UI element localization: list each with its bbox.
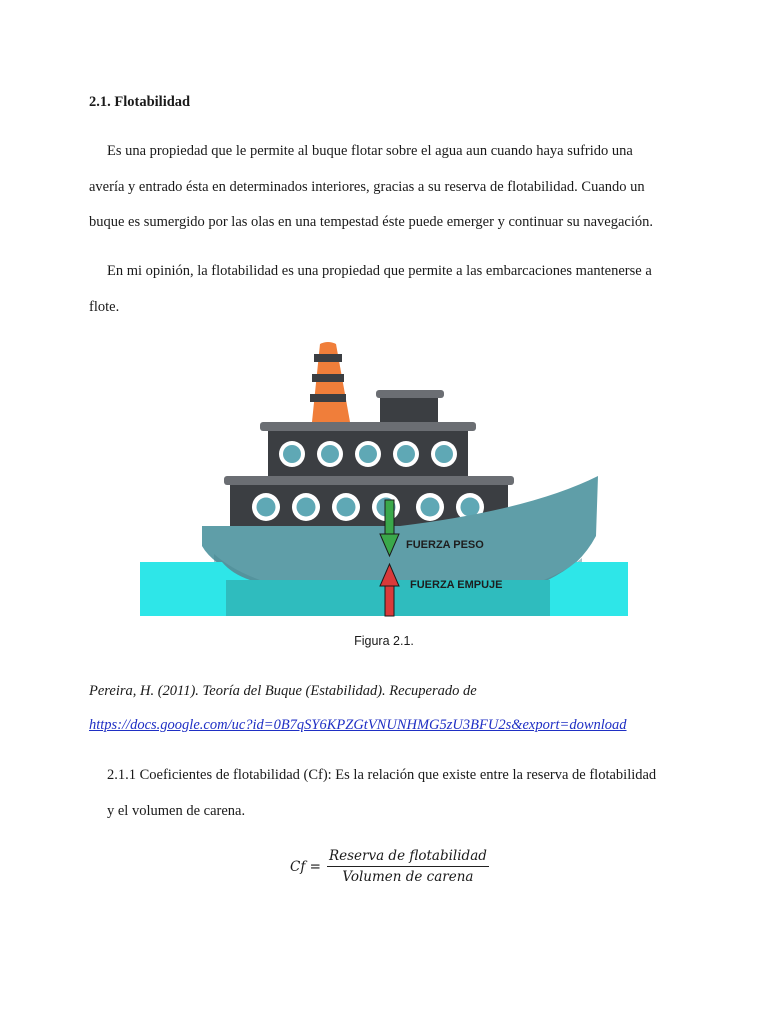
citation-link[interactable]: https://docs.google.com/uc?id=0B7qSY6KPZGtVNUNHMG5zU3BFU2s&export=download <box>89 717 627 733</box>
ship-buoyancy-figure <box>140 340 630 620</box>
figure-caption: Figura 2.1. <box>354 634 414 648</box>
paragraph-1-line-3: buque es sumergido por las olas en una tempestad éste puede emerger y continuar su navegación. <box>89 214 653 230</box>
upper-deck-roof <box>260 422 476 431</box>
lower-deck-roof <box>224 476 514 485</box>
buoyancy-force-label: FUERZA EMPUJE <box>410 579 503 591</box>
section-heading: 2.1. Flotabilidad <box>89 94 191 110</box>
formula-denominator: Volumen de carena <box>342 869 474 885</box>
formula-fraction <box>327 848 489 885</box>
paragraph-2-line-1: En mi opinión, la flotabilidad es una propiedad que permite a las embarcaciones mantenerse a <box>107 263 652 279</box>
formula-numerator: Reserva de flotabilidad <box>327 848 489 867</box>
flotation-coefficient-formula <box>290 848 489 885</box>
subsection-line-1: 2.1.1 Coeficientes de flotabilidad (Cf): Es la relación que existe entre la reserva de flotabilidad <box>107 767 657 783</box>
subsection-line-2: y el volumen de carena. <box>107 803 246 819</box>
paragraph-1-line-2: avería y entrado ésta en determinados interiores, gracias a su reserva de flotabilidad. Cuando un <box>89 179 645 195</box>
weight-force-label: FUERZA PESO <box>406 539 484 551</box>
citation-text: Pereira, H. (2011). Teoría del Buque (Estabilidad). Recuperado de <box>89 683 477 699</box>
formula-lhs: Cf = <box>290 858 321 875</box>
ship-chimney <box>310 342 350 422</box>
paragraph-2-line-2: flote. <box>89 299 120 315</box>
ship-bridge <box>380 396 438 424</box>
paragraph-1-line-1: Es una propiedad que le permite al buque flotar sobre el agua aun cuando haya sufrido una <box>107 143 633 159</box>
